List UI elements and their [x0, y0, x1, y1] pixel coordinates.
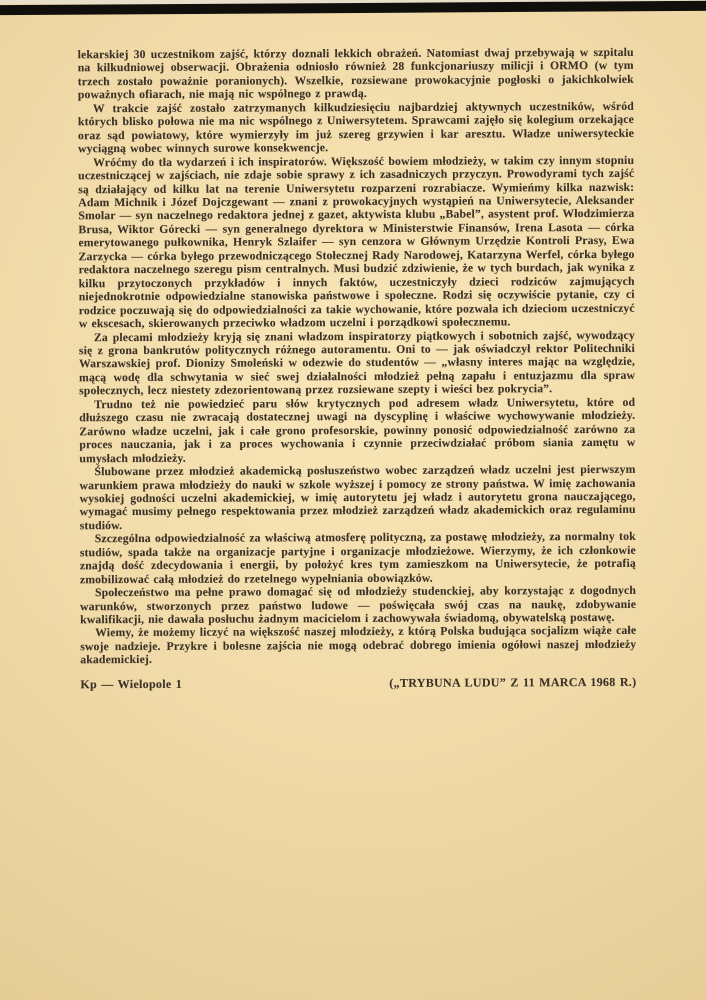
- paragraph-7: Szczególna odpowiedzialność za właściwą atmosferę polityczną, za postawę młodzieży, za normalny tok studiów, spada także na organizacje partyjne i organizacje młodzieżowe. Wierzymy, że ich członkowie znajdą dość zdecydowania i energii, by położyć kres tym zamieszkom na Uniwersytecie, że potrafią zmobilizować całą młodzież do rzetelnego wypełniania obowiązków.: [79, 530, 636, 586]
- paragraph-5: Trudno też nie powiedzieć paru słów krytycznych pod adresem władz Uniwersytetu, które od dłuższego czasu nie zwracają dostatecznej uwagi na dyscyplinę i właściwe wychowywanie młodzieży. Zarówno władze uczelni, jak i całe grono profesorskie, powinny ponosić odpowiedzialność zarówno za proces nauczania, jak i za proces wychowania i czynnie przeciwdziałać próbom siania zamętu w umysłach młodzieży.: [79, 395, 636, 465]
- paragraph-2: W trakcie zajść zostało zatrzymanych kilkudziesięciu najbardziej aktywnych uczestników, wśród których blisko połowa nie ma nic wspólnego z Uniwersytetem. Sprawcami zajęło się kolegium orzekające oraz sąd powiatowy, które wymierzyły im już szereg grzywien i kar aresztu. Władze uniwersyteckie wyciągną wobec winnych surowe konsekwencje.: [77, 99, 635, 156]
- paragraph-8: Społeczeństwo ma pełne prawo domagać się od młodzieży studenckiej, aby korzystając z dogodnych warunków, stworzonych przez państwo ludowe — poświęcała swój czas na naukę, zdobywanie kwalifikacji, nie dawała posłuchu żadnym macicielom i zachowywała świadomą, obywatelską postawę.: [80, 583, 637, 627]
- document-footer: [80, 676, 636, 692]
- paragraph-1: lekarskiej 30 uczestnikom zajść, którzy doznali lekkich obrażeń. Natomiast dwaj przebywają w szpitalu na kilkudniowej obserwacji. Obrażenia odniosło również 28 funkcjonariuszy milicji i ORMO (w tym trzech zostało poważnie poranionych). Wszelkie, rozsiewane prowokacyjnie pogłoski o jakichkolwiek poważnych ofiarach, nie mają nic wspólnego z prawdą.: [77, 45, 634, 102]
- document-body: [78, 46, 637, 692]
- footer-source-citation: („TRYBUNA LUDU” Z 11 MARCA 1968 R.): [389, 674, 637, 690]
- paragraph-4: Za plecami młodzieży kryją się znani władzom inspiratorzy piątkowych i sobotnich zajść, wywodzący się z grona bankrutów politycznych różnego autoramentu. Oni to — jak oświadczył rektor Politechniki Warszawskiej prof. Dionizy Smoleński w odezwie do studentów — „własny interes mając na względzie, mącą wodę dla schwytania w sieć swej działalności młodzież pełną zapału i entuzjazmu dla spraw społecznych, lecz niestety zdezorientowaną przez rozsiewane szepty i wieści bez pokrycia”.: [78, 328, 636, 398]
- paragraph-9: Wiemy, że możemy liczyć na większość naszej młodzieży, z którą Polska budująca socjalizm wiąże całe swoje nadzieje. Przykre i bolesne zajścia nie mogą odebrać dobrego imienia ogółowi naszej młodzieży akademickiej.: [80, 624, 637, 667]
- paragraph-3: Wróćmy do tła wydarzeń i ich inspiratorów. Większość bowiem młodzieży, w takim czy innym stopniu uczestniczącej w zajściach, nie zdaje sobie sprawy z ich zasadniczych przyczyn. Prowodyrami tych zajść są działający od kilku lat na terenie Uniwersytetu rozparzeni rozrabiacze. Wymieńmy kilka nazwisk: Adam Michnik i Józef Dojczgewant — znani z prowokacyjnych wystąpień na Uniwersytecie, Aleksander Smolar — syn naczelnego redaktora jednej z gazet, aktywista klubu „Babel”, asystent prof. Włodzimierza Brusa, Wiktor Górecki — syn generalnego dyrektora w Ministerstwie Finansów, Irena Lasota — córka emerytowanego pułkownika, Henryk Szlaifer — syn cenzora w Głównym Urzędzie Kontroli Prasy, Ewa Zarzycka — córka byłego przewodniczącego Stołecznej Rady Narodowej, Katarzyna Werfel, córka byłego redaktora naczelnego szeregu pism centralnych. Musi budzić zdziwienie, że w tych burdach, jak wynika z kilku przytoczonych przykładów i innych faktów, uczestniczyły dzieci rodziców zajmujących niejednokrotnie odpowiedzialne stanowiska państwowe i społeczne. Rodzi się oczywiście pytanie, czy ci rodzice poczuwają się do odpowiedzialności za takie wychowanie, które pozwala ich dzieciom uczestniczyć w ekscesach, skierowanych przeciwko władzom uczelni i porządkowi społecznemu.: [78, 153, 635, 331]
- footer-imprint: Kp — Wielopole 1: [80, 676, 183, 692]
- paragraph-6: Ślubowane przez młodzież akademicką posłuszeństwo wobec zarządzeń władz uczelni jest pierwszym warunkiem prawa młodzieży do nauki w szkole wyższej i pomocy ze strony państwa. W imię zachowania wysokiej godności uczelni akademickiej, w imię autorytetu jej władz i autorytetu grona nauczającego, wymagać musimy pełnego respektowania przez młodzież zarządzeń władz akademickich oraz regulaminu studiów.: [79, 462, 636, 533]
